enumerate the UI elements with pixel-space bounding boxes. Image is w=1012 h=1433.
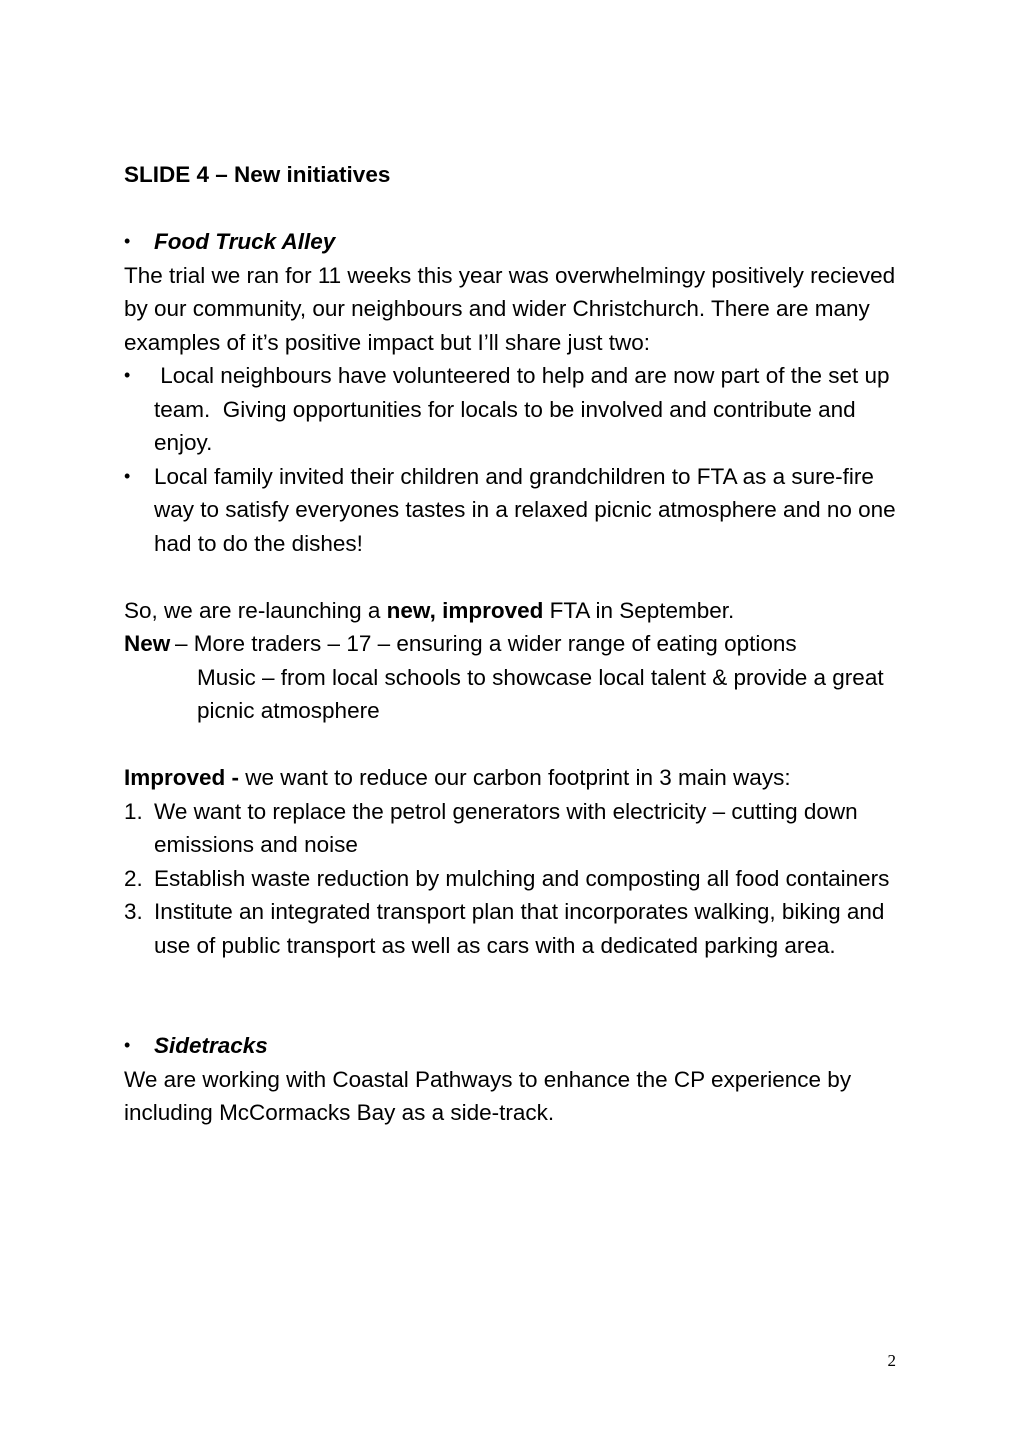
sidetracks-text: We are working with Coastal Pathways to enhance the CP experience by including McCormacks Bay as a side-track. <box>124 1066 852 1125</box>
improved-text: we want to reduce our carbon footprint in 3 main ways: <box>239 765 791 790</box>
list-number: 3. <box>124 899 143 924</box>
new-block <box>124 627 904 728</box>
new-label: New <box>124 631 171 656</box>
food-truck-intro: The trial we ran for 11 weeks this year was overwhelmingy positively recieved by our community, our neighbours and wider Christchurch. There are many examples of it’s positive impact but I’ll share just two: <box>124 262 896 355</box>
section-sidetracks <box>124 1029 904 1063</box>
spacer <box>124 728 904 762</box>
section-food-truck-alley <box>124 225 904 259</box>
improved-line <box>124 761 904 795</box>
new-item: – More traders – 17 – ensuring a wider range of eating options <box>175 631 797 656</box>
spacer <box>124 192 904 226</box>
spacer <box>124 962 904 1029</box>
document-body <box>124 158 904 1130</box>
list-number: 2. <box>124 865 143 891</box>
relaunch-bold: new, improved <box>386 597 544 623</box>
list-item-text: Establish waste reduction by mulching and composting all food containers <box>154 865 890 891</box>
relaunch-prefix: So, we are re-launching a <box>124 597 387 623</box>
bullet-icon: • <box>124 465 131 486</box>
bullet-icon: • <box>124 231 131 251</box>
page-number: 2 <box>887 1351 896 1370</box>
list-number: 1. <box>124 798 143 824</box>
example-text: Local neighbours have volunteered to help and are now part of the set up team. Giving opportunities for locals to be involved and contribute and enjoy. <box>154 363 896 455</box>
list-item <box>124 460 904 561</box>
section-title-sidetracks: Sidetracks <box>154 1033 268 1058</box>
bullet-icon: • <box>124 365 131 385</box>
example-text: Local family invited their children and grandchildren to FTA as a sure-fire way to satisfy everyones tastes in a relaxed picnic atmosphere and no one had to do the dishes! <box>154 463 896 556</box>
section-title-food-truck-alley: Food Truck Alley <box>154 229 336 254</box>
new-item: Music – from local schools to showcase local talent & provide a great picnic atmosphere <box>197 664 884 723</box>
bullet-icon: • <box>124 1035 131 1055</box>
examples-list <box>124 359 904 560</box>
list-item-text: Institute an integrated transport plan that incorporates walking, biking and use of public transport as well as cars with a dedicated parking area. <box>154 899 885 958</box>
improved-list <box>124 795 904 963</box>
list-item <box>124 795 904 862</box>
improved-label: Improved - <box>124 765 240 790</box>
list-item-text: We want to replace the petrol generators with electricity – cutting down emissions and noise <box>154 798 858 857</box>
list-item <box>124 359 904 460</box>
list-item <box>124 862 904 896</box>
slide-heading: SLIDE 4 – New initiatives <box>124 162 391 187</box>
relaunch-suffix: FTA in September. <box>543 597 735 623</box>
list-item <box>124 895 904 962</box>
spacer <box>124 560 904 594</box>
relaunch-line <box>124 594 904 628</box>
